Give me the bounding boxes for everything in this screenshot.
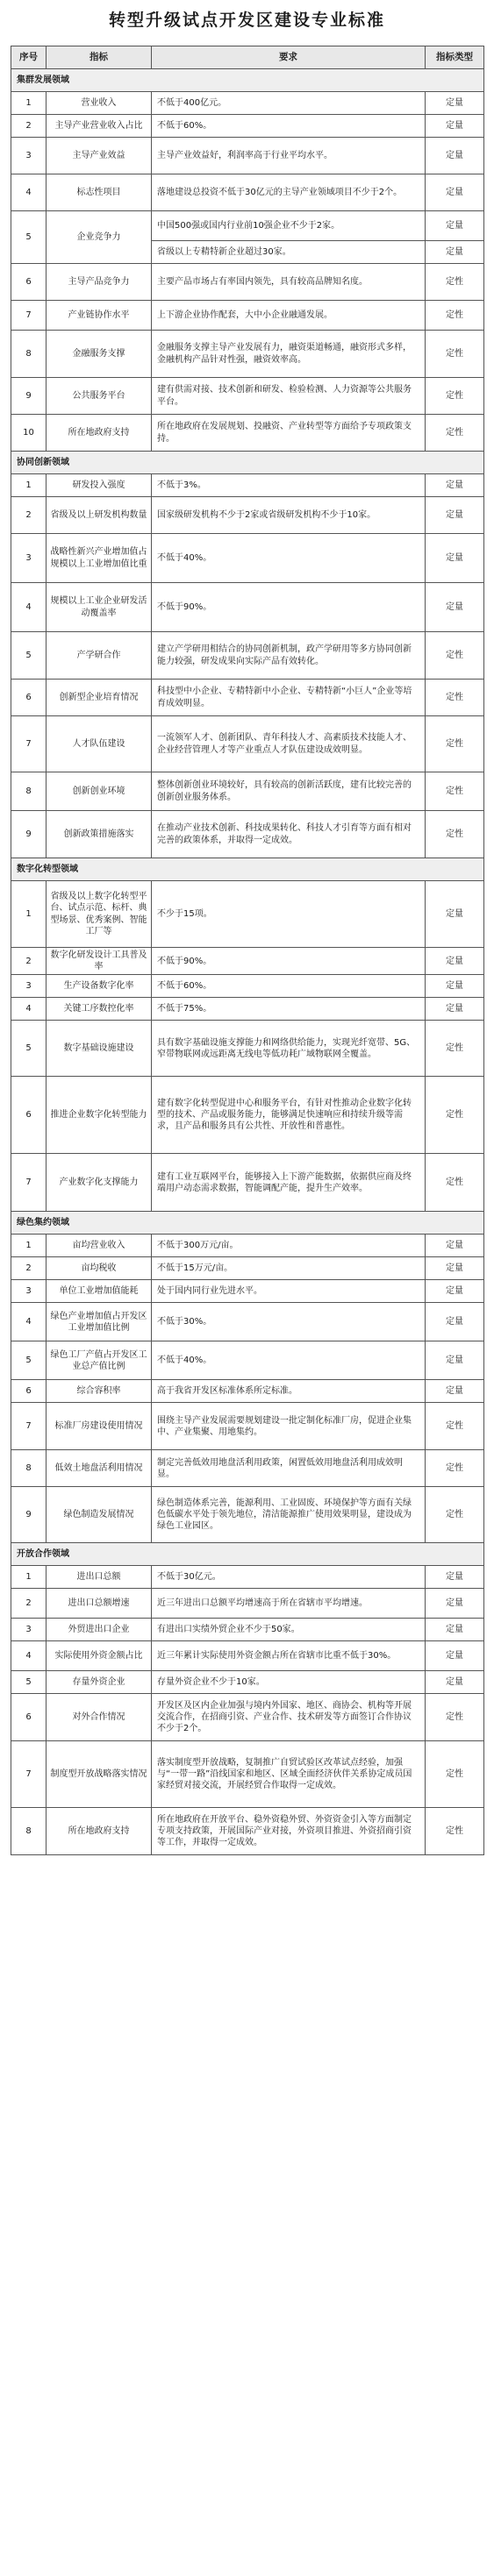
table-row (11, 1671, 484, 1694)
requirement-cell: 建有供需对接、技术创新和研发、检验检测、人力资源等公共服务平台。 (152, 378, 426, 415)
row-number: 5 (11, 1021, 47, 1077)
table-row (11, 772, 484, 811)
table-row (11, 811, 484, 858)
type-cell: 定性 (426, 716, 484, 772)
type-cell: 定量 (426, 241, 484, 264)
type-cell: 定量 (426, 534, 484, 583)
indicator-cell: 数字化研发设计工具普及率 (47, 948, 152, 975)
table-row (11, 1257, 484, 1280)
table-row (11, 1154, 484, 1212)
table-row (11, 975, 484, 998)
type-cell: 定量 (426, 174, 484, 211)
type-cell: 定量 (426, 1566, 484, 1589)
table-row (11, 1589, 484, 1619)
indicator-cell: 企业竞争力 (47, 211, 152, 264)
indicator-cell: 战略性新兴产业增加值占规模以上工业增加值比重 (47, 534, 152, 583)
type-cell: 定性 (426, 1450, 484, 1487)
requirement-cell: 制定完善低效用地盘活利用政策，闲置低效用地盘活利用成效明显。 (152, 1450, 426, 1487)
header-indicator: 指标 (47, 46, 152, 69)
indicator-cell: 产学研合作 (47, 632, 152, 680)
requirement-cell: 近三年累计实际使用外资金额占所在省辖市比重不低于30%。 (152, 1641, 426, 1671)
table-row (11, 1741, 484, 1808)
row-number: 4 (11, 998, 47, 1021)
type-cell: 定性 (426, 680, 484, 716)
table-row (11, 115, 484, 138)
indicator-cell: 绿色工厂产值占开发区工业总产值比例 (47, 1341, 152, 1380)
requirement-cell: 围绕主导产业发展需要规划建设一批定制化标准厂房，促进企业集中、产业集聚、用地集约。 (152, 1403, 426, 1450)
requirement-cell: 存量外资企业不少于10家。 (152, 1671, 426, 1694)
indicator-cell: 进出口总额增速 (47, 1589, 152, 1619)
row-number: 4 (11, 1303, 47, 1341)
type-cell: 定性 (426, 378, 484, 415)
requirement-cell: 高于我省开发区标准体系所定标准。 (152, 1380, 426, 1403)
type-cell: 定量 (426, 138, 484, 174)
row-number: 7 (11, 1403, 47, 1450)
type-cell: 定量 (426, 1341, 484, 1380)
indicator-cell: 推进企业数字化转型能力 (47, 1077, 152, 1154)
type-cell: 定量 (426, 1303, 484, 1341)
requirement-cell: 开发区及区内企业加强与境内外国家、地区、商协会、机构等开展交流合作，在招商引资、产业合作、技术研发等方面签订合作协议不少于2个。 (152, 1694, 426, 1741)
requirement-cell: 处于国内同行业先进水平。 (152, 1280, 426, 1303)
type-cell: 定量 (426, 583, 484, 632)
row-number: 7 (11, 1154, 47, 1212)
requirement-cell: 一流领军人才、创新团队、青年科技人才、高素质技术技能人才、企业经营管理人才等产业重点人才队伍建设成效明显。 (152, 716, 426, 772)
indicator-cell: 所在地政府支持 (47, 1808, 152, 1855)
type-cell: 定量 (426, 881, 484, 948)
table-header-row (11, 46, 484, 69)
requirement-cell: 不低于40%。 (152, 1341, 426, 1380)
indicator-cell: 外贸进出口企业 (47, 1619, 152, 1641)
table-row (11, 378, 484, 415)
row-number: 10 (11, 415, 47, 452)
row-number: 9 (11, 811, 47, 858)
row-number: 7 (11, 1741, 47, 1808)
indicator-cell: 产业数字化支撑能力 (47, 1154, 152, 1212)
table-row (11, 264, 484, 301)
requirement-cell: 落实制度型开放战略，复制推广自贸试验区改革试点经验，加强与“一带一路”沿线国家和地区、区域全面经济伙伴关系协定成员国家经贸对接交流，开展经贸合作取得一定成效。 (152, 1741, 426, 1808)
table-row (11, 632, 484, 680)
type-cell: 定量 (426, 1380, 484, 1403)
row-number: 3 (11, 1619, 47, 1641)
type-cell: 定性 (426, 1077, 484, 1154)
table-row (11, 1077, 484, 1154)
row-number: 2 (11, 497, 47, 534)
type-cell: 定性 (426, 301, 484, 331)
row-number: 8 (11, 1450, 47, 1487)
row-number: 5 (11, 1341, 47, 1380)
requirement-cell: 具有数字基础设施支撑能力和网络供给能力，实现光纤宽带、5G、窄带物联网或远距离无线电等低功耗广域物联网全覆盖。 (152, 1021, 426, 1077)
type-cell: 定性 (426, 1403, 484, 1450)
row-number: 1 (11, 474, 47, 497)
section-title: 绿色集约领域 (11, 1212, 484, 1235)
table-row (11, 1303, 484, 1341)
section-title: 协同创新领域 (11, 452, 484, 474)
row-number: 5 (11, 1671, 47, 1694)
table-row (11, 680, 484, 716)
table-row (11, 92, 484, 115)
row-number: 3 (11, 534, 47, 583)
section-title: 集群发展领域 (11, 69, 484, 92)
row-number: 6 (11, 1077, 47, 1154)
table-row (11, 1380, 484, 1403)
type-cell: 定性 (426, 772, 484, 811)
type-cell: 定性 (426, 811, 484, 858)
indicator-cell: 低效土地盘活利用情况 (47, 1450, 152, 1487)
type-cell: 定量 (426, 948, 484, 975)
indicator-cell: 公共服务平台 (47, 378, 152, 415)
table-row (11, 138, 484, 174)
indicator-cell: 人才队伍建设 (47, 716, 152, 772)
row-number: 2 (11, 115, 47, 138)
row-number: 8 (11, 772, 47, 811)
table-row (11, 415, 484, 452)
row-number: 6 (11, 680, 47, 716)
row-number: 5 (11, 632, 47, 680)
table-row (11, 716, 484, 772)
type-cell: 定性 (426, 1021, 484, 1077)
requirement-cell: 不低于30%。 (152, 1303, 426, 1341)
row-number: 2 (11, 1589, 47, 1619)
type-cell: 定量 (426, 1671, 484, 1694)
row-number: 7 (11, 716, 47, 772)
requirement-cell: 落地建设总投资不低于30亿元的主导产业领域项目不少于2个。 (152, 174, 426, 211)
indicator-cell: 创新政策措施落实 (47, 811, 152, 858)
requirement-cell: 金融服务支撑主导产业发展有力，融资渠道畅通，融资形式多样，金融机构产品针对性强，融资效率高。 (152, 331, 426, 378)
section-title: 开放合作领域 (11, 1543, 484, 1566)
type-cell: 定性 (426, 1487, 484, 1543)
table-row (11, 331, 484, 378)
type-cell: 定量 (426, 1257, 484, 1280)
type-cell: 定性 (426, 632, 484, 680)
row-number: 1 (11, 881, 47, 948)
indicator-cell: 亩均税收 (47, 1257, 152, 1280)
section-row (11, 69, 484, 92)
requirement-cell: 不低于60%。 (152, 115, 426, 138)
requirement-cell: 不低于40%。 (152, 534, 426, 583)
indicator-cell: 存量外资企业 (47, 1671, 152, 1694)
indicator-cell: 规模以上工业企业研发活动覆盖率 (47, 583, 152, 632)
table-row (11, 1403, 484, 1450)
table-row (11, 881, 484, 948)
type-cell: 定量 (426, 497, 484, 534)
type-cell: 定量 (426, 211, 484, 241)
type-cell: 定量 (426, 474, 484, 497)
table-row (11, 1566, 484, 1589)
requirement-cell: 主导产业效益好，利润率高于行业平均水平。 (152, 138, 426, 174)
requirement-cell: 省级以上专精特新企业超过30家。 (152, 241, 426, 264)
table-row (11, 474, 484, 497)
header-no: 序号 (11, 46, 47, 69)
type-cell: 定性 (426, 1741, 484, 1808)
indicator-cell: 金融服务支撑 (47, 331, 152, 378)
requirement-cell: 近三年进出口总额平均增速高于所在省辖市平均增速。 (152, 1589, 426, 1619)
indicator-cell: 所在地政府支持 (47, 415, 152, 452)
indicator-cell: 标志性项目 (47, 174, 152, 211)
indicator-cell: 亩均营业收入 (47, 1235, 152, 1257)
header-requirement: 要求 (152, 46, 426, 69)
row-number: 9 (11, 1487, 47, 1543)
row-number: 8 (11, 1808, 47, 1855)
row-number: 6 (11, 1380, 47, 1403)
indicator-cell: 生产设备数字化率 (47, 975, 152, 998)
table-row (11, 948, 484, 975)
type-cell: 定量 (426, 115, 484, 138)
row-number: 4 (11, 174, 47, 211)
requirement-cell: 整体创新创业环境较好，具有较高的创新活跃度，建有比较完善的创新创业服务体系。 (152, 772, 426, 811)
type-cell: 定性 (426, 331, 484, 378)
requirement-cell: 不低于30亿元。 (152, 1566, 426, 1589)
type-cell: 定量 (426, 1619, 484, 1641)
table-row (11, 1694, 484, 1741)
row-number: 8 (11, 331, 47, 378)
requirement-cell: 中国500强或国内行业前10强企业不少于2家。 (152, 211, 426, 241)
requirement-cell: 不低于60%。 (152, 975, 426, 998)
type-cell: 定量 (426, 1280, 484, 1303)
row-number: 6 (11, 264, 47, 301)
indicator-cell: 省级及以上数字化转型平台、试点示范、标杆、典型场景、优秀案例、智能工厂等 (47, 881, 152, 948)
requirement-cell: 国家级研发机构不少于2家或省级研发机构不少于10家。 (152, 497, 426, 534)
row-number: 7 (11, 301, 47, 331)
requirement-cell: 不低于75%。 (152, 998, 426, 1021)
indicator-cell: 单位工业增加值能耗 (47, 1280, 152, 1303)
row-number: 2 (11, 948, 47, 975)
table-row (11, 1280, 484, 1303)
indicator-cell: 绿色制造发展情况 (47, 1487, 152, 1543)
requirement-cell: 建立产学研用相结合的协同创新机制，政产学研用等多方协同创新能力较强，研发成果向实际产品有效转化。 (152, 632, 426, 680)
type-cell: 定量 (426, 975, 484, 998)
row-number: 1 (11, 92, 47, 115)
requirement-cell: 不低于300万元/亩。 (152, 1235, 426, 1257)
indicator-cell: 研发投入强度 (47, 474, 152, 497)
indicator-cell: 营业收入 (47, 92, 152, 115)
row-number: 2 (11, 1257, 47, 1280)
requirement-cell: 所在地政府在开放平台、稳外资稳外贸、外资资金引入等方面制定专项支持政策，开展国际产业对接，外资项目推进、外资招商引资等工作，并取得一定成效。 (152, 1808, 426, 1855)
requirement-cell: 不低于3%。 (152, 474, 426, 497)
requirement-cell: 不低于15万元/亩。 (152, 1257, 426, 1280)
section-row (11, 1212, 484, 1235)
type-cell: 定性 (426, 1154, 484, 1212)
type-cell: 定性 (426, 264, 484, 301)
type-cell: 定量 (426, 1641, 484, 1671)
row-number: 4 (11, 1641, 47, 1671)
table-row (11, 1341, 484, 1380)
type-cell: 定量 (426, 1235, 484, 1257)
row-number: 3 (11, 975, 47, 998)
requirement-cell: 绿色制造体系完善，能源利用、工业固废、环境保护等方面有关绿色低碳水平处于领先地位，清洁能源推广使用效果明显，建设成为绿色工业园区。 (152, 1487, 426, 1543)
section-row (11, 858, 484, 881)
row-number: 1 (11, 1235, 47, 1257)
indicator-cell: 创新创业环境 (47, 772, 152, 811)
row-number: 1 (11, 1566, 47, 1589)
indicator-cell: 制度型开放战略落实情况 (47, 1741, 152, 1808)
indicator-cell: 综合容积率 (47, 1380, 152, 1403)
requirement-cell: 不低于90%。 (152, 948, 426, 975)
table-row (11, 1450, 484, 1487)
table-row (11, 1619, 484, 1641)
header-type: 指标类型 (426, 46, 484, 69)
table-row (11, 497, 484, 534)
indicator-cell: 进出口总额 (47, 1566, 152, 1589)
table-row (11, 583, 484, 632)
type-cell: 定性 (426, 415, 484, 452)
type-cell: 定量 (426, 1589, 484, 1619)
section-row (11, 1543, 484, 1566)
requirement-cell: 不少于15项。 (152, 881, 426, 948)
type-cell: 定性 (426, 1808, 484, 1855)
section-row (11, 452, 484, 474)
requirement-cell: 不低于400亿元。 (152, 92, 426, 115)
requirement-cell: 有进出口实绩外贸企业不少于50家。 (152, 1619, 426, 1641)
table-row (11, 1235, 484, 1257)
row-number: 6 (11, 1694, 47, 1741)
indicator-cell: 绿色产业增加值占开发区工业增加值比例 (47, 1303, 152, 1341)
table-row (11, 1808, 484, 1855)
section-title: 数字化转型领域 (11, 858, 484, 881)
row-number: 3 (11, 138, 47, 174)
table-row (11, 534, 484, 583)
table-row (11, 211, 484, 241)
table-row (11, 1487, 484, 1543)
indicator-cell: 对外合作情况 (47, 1694, 152, 1741)
page-title: 转型升级试点开发区建设专业标准 (108, 11, 385, 30)
type-cell: 定量 (426, 998, 484, 1021)
table-body (11, 69, 484, 1855)
row-number: 5 (11, 211, 47, 264)
requirement-cell: 不低于90%。 (152, 583, 426, 632)
requirement-cell: 所在地政府在发展规划、投融资、产业转型等方面给予专项政策支持。 (152, 415, 426, 452)
row-number: 4 (11, 583, 47, 632)
indicator-cell: 关键工序数控化率 (47, 998, 152, 1021)
type-cell: 定量 (426, 92, 484, 115)
type-cell: 定性 (426, 1694, 484, 1741)
indicator-cell: 标准厂房建设使用情况 (47, 1403, 152, 1450)
standards-table (11, 46, 484, 1855)
indicator-cell: 产业链协作水平 (47, 301, 152, 331)
indicator-cell: 省级及以上研发机构数量 (47, 497, 152, 534)
table-row (11, 174, 484, 211)
table-row (11, 1641, 484, 1671)
requirement-cell: 上下游企业协作配套，大中小企业融通发展。 (152, 301, 426, 331)
indicator-cell: 主导产业营业收入占比 (47, 115, 152, 138)
indicator-cell: 主导产业效益 (47, 138, 152, 174)
table-row (11, 998, 484, 1021)
table-row (11, 301, 484, 331)
table-row (11, 1021, 484, 1077)
requirement-cell: 建有工业互联网平台，能够接入上下游产能数据，依据供应商及终端用户动态需求数据，智能调配产能，提升生产效率。 (152, 1154, 426, 1212)
row-number: 9 (11, 378, 47, 415)
indicator-cell: 主导产品竞争力 (47, 264, 152, 301)
indicator-cell: 数字基础设施建设 (47, 1021, 152, 1077)
requirement-cell: 在推动产业技术创新、科技成果转化、科技人才引育等方面有相对完善的政策体系，并取得一定成效。 (152, 811, 426, 858)
indicator-cell: 创新型企业培育情况 (47, 680, 152, 716)
indicator-cell: 实际使用外资金额占比 (47, 1641, 152, 1671)
requirement-cell: 科技型中小企业、专精特新中小企业、专精特新“小巨人”企业等培育成效明显。 (152, 680, 426, 716)
row-number: 3 (11, 1280, 47, 1303)
requirement-cell: 主要产品市场占有率国内领先，具有较高品牌知名度。 (152, 264, 426, 301)
requirement-cell: 建有数字化转型促进中心和服务平台，有针对性推动企业数字化转型的技术、产品或服务能力，能够满足快速响应和持续升级等需求，且产品和服务具有公共性、开放性和普惠性。 (152, 1077, 426, 1154)
